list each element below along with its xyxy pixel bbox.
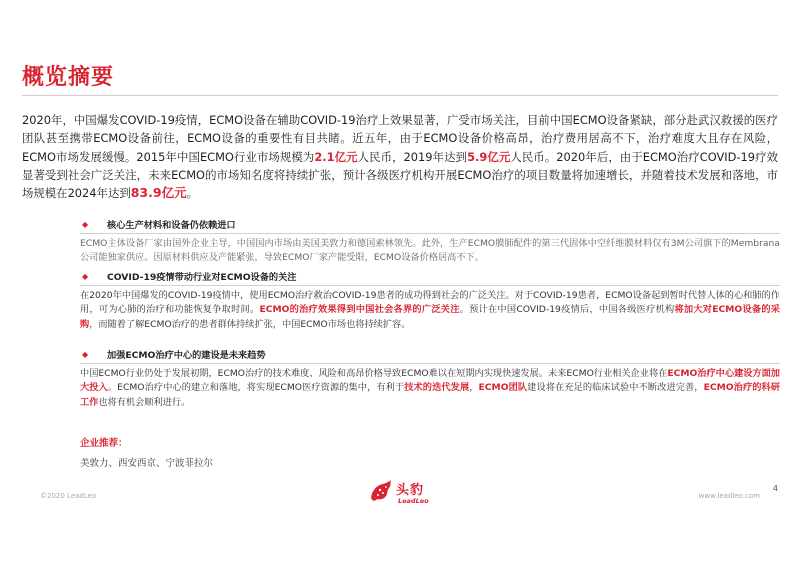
body-text: 建设将在充足的临床试验中不断改进完善， (527, 382, 704, 394)
intro-text-1: 2020年，中国爆发COVID-19疫情，ECMO设备在辅助COVID-19治疗上效果显著，广受市场关注，目前中国ECMO设备紧缺，部分赴武汉救援的医疗团队甚至携带ECMO设备前往，ECMO设备的重要性有目共睹。近五年，由于ECMO设备价格高昂，治疗费用居高不下，治疗难度大且存在风险，ECMO市场发展缓慢。2015年中国ECMO行业市场规模为 (22, 113, 778, 164)
recommend-label: 企业推荐： (80, 438, 128, 449)
intro-paragraph (22, 111, 778, 202)
page-number: 4 (772, 484, 778, 493)
diamond-icon: ◆ (82, 220, 89, 229)
page-title: 概览摘要 (22, 65, 115, 90)
body-text: 。ECMO治疗中心的建立和落地，将实现ECMO医疗资源的集中，有利于 (107, 382, 405, 394)
highlight-text: ECMO治疗中心建设方面加大投入 (80, 368, 780, 394)
section-covid-attention (80, 270, 780, 332)
highlight-text: ECMO治疗的科研工作 (80, 382, 780, 408)
highlight-text: ECMO的治疗效果得到中国社会各界的广泛关注 (259, 304, 460, 316)
market-size-2019: 5.9亿元 (467, 149, 511, 164)
body-text: ， (469, 382, 479, 394)
footer-copyright: ©2020 LeadLeo (40, 492, 97, 500)
logo-subtext: LeadLeo (398, 497, 429, 505)
body-text: 在2020年中国爆发的COVID-19疫情中，使用ECMO治疗救治COVID-19患者的成功得到社会的广泛关注。对于COVID-19患者，ECMO设备起到暂时代替人体的心和肺的作用，可为心肺的治疗和功能恢复争取时间。 (80, 290, 780, 316)
section-heading (80, 270, 780, 286)
intro-text-2: 人民币，2019年达到 (357, 149, 468, 164)
title-divider (22, 95, 778, 96)
section-import-dependence (80, 218, 780, 266)
highlight-text: 技术的迭代发展 (404, 382, 470, 394)
intro-text-3: 人民币。2020年后，由于ECMO治疗COVID-19疗效显著受到社会广泛关注，未来ECMO的市场知名度将持续扩张，预计各级医疗机构开展ECMO治疗的项目数量将加速增长，并随着技术发展和落地，市场规模在2024年达到 (22, 149, 778, 201)
section-heading-text: COVID-19疫情带动行业对ECMO设备的关注 (107, 272, 297, 283)
section-treatment-center-trend (80, 348, 780, 410)
diamond-icon: ◆ (82, 350, 89, 359)
market-size-2024: 83.9亿元 (130, 185, 187, 201)
body-text: ，而随着了解ECMO治疗的患者群体持续扩张，中国ECMO市场也将持续扩容。 (89, 318, 411, 330)
section-heading-text: 核心生产材料和设备仍依赖进口 (107, 220, 236, 231)
body-text: 。预计在中国COVID-19疫情后，中国各级医疗机构 (459, 304, 675, 316)
market-size-2015: 2.1亿元 (314, 149, 358, 164)
intro-text-4: 。 (186, 186, 198, 201)
recommend-companies: 美敦力、西安西京、宁波菲拉尔 (80, 458, 214, 469)
highlight-text: 将加大对ECMO设备的采购 (80, 304, 780, 330)
section-heading (80, 218, 780, 234)
section-body (80, 367, 780, 410)
logo-text: 头豹 (396, 483, 425, 498)
footer-url: www.leadleo.com (698, 492, 760, 500)
brand-logo (368, 478, 438, 510)
section-heading (80, 348, 780, 364)
diamond-icon: ◆ (82, 272, 89, 281)
body-text: 也将有机会顺利进行。 (98, 396, 191, 408)
body-text: 中国ECMO行业仍处于发展初期，ECMO治疗的技术难度、风险和高昂价格导致ECMO难以在短期内实现快速发展。未来ECMO行业相关企业将在 (80, 368, 668, 379)
section-body (80, 289, 780, 332)
section-heading-text: 加强ECMO治疗中心的建设是未来趋势 (107, 350, 266, 361)
leopard-logo-icon (368, 478, 394, 504)
section-body: ECMO主体设备厂家由国外企业主导，中国国内市场由美国美敦力和德国索林领先。此外，生产ECMO膜肺配件的第三代固体中空纤维膜材料仅有3M公司旗下的Membrana公司能独家供应。因原材料供应及产能紧张，导致ECMO厂家产能受限，ECMO设备价格居高不下。 (80, 238, 780, 264)
highlight-text: ECMO团队 (478, 382, 528, 394)
